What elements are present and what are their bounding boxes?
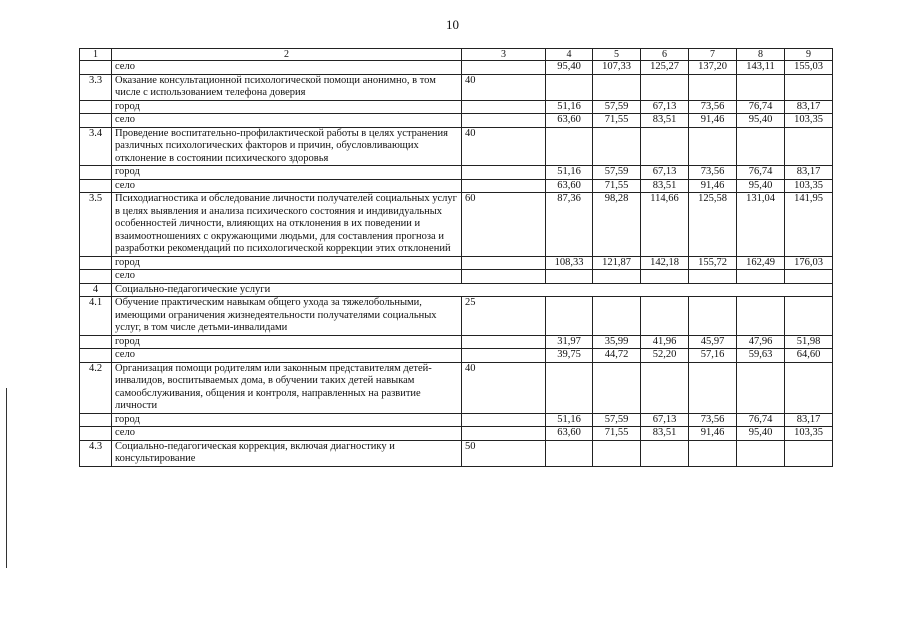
- value-cell: 76,74: [737, 100, 785, 114]
- value-cell: 95,40: [737, 427, 785, 441]
- value-cell: [641, 74, 689, 100]
- norm-cell: [462, 349, 546, 363]
- value-cell: [737, 74, 785, 100]
- value-cell: 125,58: [689, 193, 737, 257]
- tariff-table: [79, 48, 833, 467]
- row-label-cell: город: [112, 256, 462, 270]
- value-cell: 76,74: [737, 413, 785, 427]
- norm-cell: 50: [462, 440, 546, 466]
- value-cell: [593, 362, 641, 413]
- value-cell: 73,56: [689, 100, 737, 114]
- value-cell: 143,11: [737, 61, 785, 75]
- value-cell: 51,16: [546, 413, 593, 427]
- norm-cell: [462, 427, 546, 441]
- value-cell: 155,03: [785, 61, 833, 75]
- norm-cell: 40: [462, 362, 546, 413]
- value-cell: [546, 74, 593, 100]
- row-label-cell: село: [112, 179, 462, 193]
- value-cell: 67,13: [641, 100, 689, 114]
- row-label-cell: город: [112, 335, 462, 349]
- value-cell: 71,55: [593, 427, 641, 441]
- value-cell: [641, 362, 689, 413]
- value-cell: [785, 74, 833, 100]
- table-row-subtotal: [80, 427, 833, 441]
- value-cell: 57,59: [593, 166, 641, 180]
- value-cell: 103,35: [785, 179, 833, 193]
- table-row-subtotal: [80, 256, 833, 270]
- value-cell: 125,27: [641, 61, 689, 75]
- norm-cell: 40: [462, 127, 546, 166]
- row-number-cell: [80, 166, 112, 180]
- value-cell: [593, 127, 641, 166]
- value-cell: 35,99: [593, 335, 641, 349]
- row-number-cell: [80, 427, 112, 441]
- value-cell: [546, 362, 593, 413]
- table-row-subtotal: [80, 270, 833, 284]
- value-cell: 107,33: [593, 61, 641, 75]
- table-row-subtotal: [80, 100, 833, 114]
- value-cell: [641, 297, 689, 336]
- row-label-cell: село: [112, 114, 462, 128]
- column-header: 6: [641, 49, 689, 61]
- row-number-cell: [80, 413, 112, 427]
- table-row-subtotal: [80, 413, 833, 427]
- value-cell: [593, 74, 641, 100]
- value-cell: 83,51: [641, 179, 689, 193]
- value-cell: 121,87: [593, 256, 641, 270]
- table-row-item: [80, 440, 833, 466]
- row-label-cell: село: [112, 270, 462, 284]
- norm-cell: 40: [462, 74, 546, 100]
- value-cell: 83,51: [641, 114, 689, 128]
- value-cell: 52,20: [641, 349, 689, 363]
- norm-cell: [462, 114, 546, 128]
- column-header: 1: [80, 49, 112, 61]
- value-cell: 83,17: [785, 166, 833, 180]
- value-cell: [737, 270, 785, 284]
- table-row-item: [80, 127, 833, 166]
- norm-cell: 25: [462, 297, 546, 336]
- column-header: 5: [593, 49, 641, 61]
- value-cell: [737, 362, 785, 413]
- table-row-item: [80, 362, 833, 413]
- value-cell: [785, 270, 833, 284]
- value-cell: 91,46: [689, 427, 737, 441]
- value-cell: [737, 127, 785, 166]
- row-label-cell: село: [112, 349, 462, 363]
- service-title-cell: Социально-педагогическая коррекция, включая диагностику и консультирование: [112, 440, 462, 466]
- norm-cell: [462, 179, 546, 193]
- service-title-cell: Проведение воспитательно-профилактической работы в целях устранения различных психологических факторов и причин, обусловливающих отклонение в состоянии психического здоровья: [112, 127, 462, 166]
- value-cell: 71,55: [593, 114, 641, 128]
- value-cell: [593, 270, 641, 284]
- value-cell: 83,17: [785, 413, 833, 427]
- table-row-section: [80, 283, 833, 297]
- norm-cell: 60: [462, 193, 546, 257]
- value-cell: 57,59: [593, 100, 641, 114]
- table-row-item: [80, 193, 833, 257]
- value-cell: 83,17: [785, 100, 833, 114]
- value-cell: 64,60: [785, 349, 833, 363]
- value-cell: [689, 270, 737, 284]
- table-row-subtotal: [80, 166, 833, 180]
- service-title-cell: Обучение практическим навыкам общего ухода за тяжелобольными, имеющими ограничения жизнедеятельности получателями социальных услуг, в том числе детьми-инвалидами: [112, 297, 462, 336]
- norm-cell: [462, 166, 546, 180]
- value-cell: 95,40: [737, 114, 785, 128]
- value-cell: 131,04: [737, 193, 785, 257]
- value-cell: 63,60: [546, 114, 593, 128]
- value-cell: 95,40: [737, 179, 785, 193]
- value-cell: 162,49: [737, 256, 785, 270]
- value-cell: 103,35: [785, 114, 833, 128]
- table-row-subtotal: [80, 61, 833, 75]
- row-number-cell: [80, 114, 112, 128]
- row-number-cell: 3.5: [80, 193, 112, 257]
- row-label-cell: село: [112, 427, 462, 441]
- table-row-subtotal: [80, 349, 833, 363]
- norm-cell: [462, 256, 546, 270]
- value-cell: 39,75: [546, 349, 593, 363]
- value-cell: 137,20: [689, 61, 737, 75]
- column-header: 7: [689, 49, 737, 61]
- value-cell: 142,18: [641, 256, 689, 270]
- value-cell: [593, 297, 641, 336]
- value-cell: 47,96: [737, 335, 785, 349]
- value-cell: 51,16: [546, 166, 593, 180]
- value-cell: 45,97: [689, 335, 737, 349]
- table-row-subtotal: [80, 335, 833, 349]
- section-title-cell: Социально-педагогические услуги: [112, 283, 833, 297]
- header-row: [80, 49, 833, 61]
- row-number-cell: [80, 335, 112, 349]
- service-title-cell: Психодиагностика и обследование личности получателей социальных услуг в целях выявления и анализа психического состояния и индивидуальных особенностей личности, влияющих на отклонения в их поведении и взаимоотношениях с окружающими людьми, для составления прогноза и разработки рекомендаций по психологической коррекции этих отклонений: [112, 193, 462, 257]
- norm-cell: [462, 413, 546, 427]
- row-number-cell: 4: [80, 283, 112, 297]
- column-header: 8: [737, 49, 785, 61]
- value-cell: [546, 270, 593, 284]
- table-row-subtotal: [80, 114, 833, 128]
- norm-cell: [462, 100, 546, 114]
- value-cell: 67,13: [641, 166, 689, 180]
- value-cell: 87,36: [546, 193, 593, 257]
- row-number-cell: [80, 100, 112, 114]
- value-cell: [785, 127, 833, 166]
- value-cell: 51,16: [546, 100, 593, 114]
- value-cell: [785, 440, 833, 466]
- table-row-item: [80, 74, 833, 100]
- value-cell: [546, 297, 593, 336]
- value-cell: [689, 362, 737, 413]
- value-cell: [785, 362, 833, 413]
- norm-cell: [462, 335, 546, 349]
- value-cell: 63,60: [546, 427, 593, 441]
- column-header: 4: [546, 49, 593, 61]
- row-number-cell: [80, 179, 112, 193]
- row-label-cell: город: [112, 166, 462, 180]
- value-cell: 57,16: [689, 349, 737, 363]
- value-cell: [737, 297, 785, 336]
- value-cell: [689, 297, 737, 336]
- value-cell: 176,03: [785, 256, 833, 270]
- value-cell: [689, 74, 737, 100]
- value-cell: [641, 270, 689, 284]
- value-cell: 155,72: [689, 256, 737, 270]
- value-cell: 41,96: [641, 335, 689, 349]
- page-number: 10: [446, 17, 459, 32]
- value-cell: [546, 440, 593, 466]
- row-number-cell: [80, 61, 112, 75]
- row-number-cell: 4.1: [80, 297, 112, 336]
- norm-cell: [462, 61, 546, 75]
- column-header: 9: [785, 49, 833, 61]
- value-cell: [546, 127, 593, 166]
- value-cell: 44,72: [593, 349, 641, 363]
- row-number-cell: [80, 256, 112, 270]
- value-cell: 91,46: [689, 179, 737, 193]
- table-body: [80, 49, 833, 467]
- service-title-cell: Оказание консультационной психологической помощи анонимно, в том числе с использованием телефона доверия: [112, 74, 462, 100]
- value-cell: 31,97: [546, 335, 593, 349]
- row-label-cell: город: [112, 413, 462, 427]
- norm-cell: [462, 270, 546, 284]
- value-cell: 83,51: [641, 427, 689, 441]
- value-cell: [785, 297, 833, 336]
- row-number-cell: 3.3: [80, 74, 112, 100]
- value-cell: 73,56: [689, 166, 737, 180]
- value-cell: 103,35: [785, 427, 833, 441]
- value-cell: 59,63: [737, 349, 785, 363]
- value-cell: 114,66: [641, 193, 689, 257]
- row-label-cell: город: [112, 100, 462, 114]
- table-row-item: [80, 297, 833, 336]
- value-cell: [641, 127, 689, 166]
- row-number-cell: 3.4: [80, 127, 112, 166]
- value-cell: [689, 127, 737, 166]
- scan-edge-mark: [6, 388, 7, 568]
- value-cell: [689, 440, 737, 466]
- table-row-subtotal: [80, 179, 833, 193]
- row-number-cell: 4.3: [80, 440, 112, 466]
- value-cell: 76,74: [737, 166, 785, 180]
- value-cell: 51,98: [785, 335, 833, 349]
- column-header: 2: [112, 49, 462, 61]
- row-number-cell: [80, 270, 112, 284]
- value-cell: 73,56: [689, 413, 737, 427]
- value-cell: [641, 440, 689, 466]
- value-cell: 95,40: [546, 61, 593, 75]
- row-number-cell: [80, 349, 112, 363]
- value-cell: [593, 440, 641, 466]
- value-cell: 67,13: [641, 413, 689, 427]
- column-header: 3: [462, 49, 546, 61]
- value-cell: 71,55: [593, 179, 641, 193]
- service-title-cell: Организация помощи родителям или законным представителям детей-инвалидов, воспитываемых дома, в обучении таких детей навыкам самообслуживания, общения и контроля, направленных на развитие личности: [112, 362, 462, 413]
- value-cell: 108,33: [546, 256, 593, 270]
- value-cell: 91,46: [689, 114, 737, 128]
- value-cell: 141,95: [785, 193, 833, 257]
- value-cell: [737, 440, 785, 466]
- row-label-cell: село: [112, 61, 462, 75]
- value-cell: 98,28: [593, 193, 641, 257]
- value-cell: 63,60: [546, 179, 593, 193]
- value-cell: 57,59: [593, 413, 641, 427]
- row-number-cell: 4.2: [80, 362, 112, 413]
